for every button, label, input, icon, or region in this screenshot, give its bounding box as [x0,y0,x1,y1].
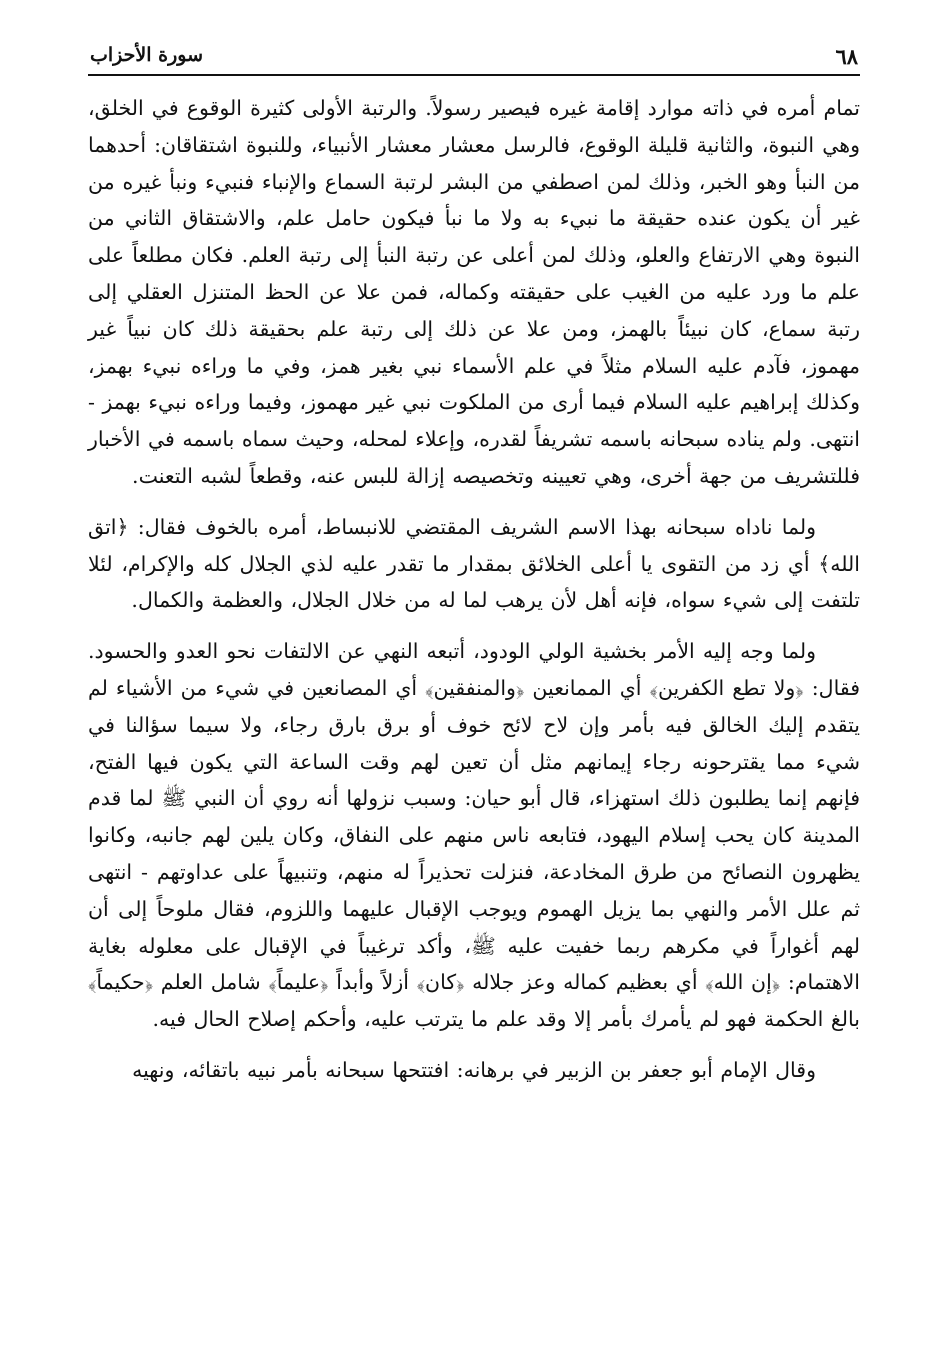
surah-title: سورة الأحزاب [90,44,203,66]
page-header [88,40,860,76]
paragraph-disbelievers: ولما وجه إليه الأمر بخشية الولي الودود، أتبعه النهي عن الالتفات نحو العدو والحسود. فقال: ﴿ولا تطع الكفرين﴾ أي الممانعين ﴿والمنفقين﴾ أي المصانعين في شيء من الأشياء لم يتقدم إليك الخالق فيه بأمر وإن لاح لائح خوف أو برق بارق رجاء، ولا سيما سؤالنا في شيء مما يقترحونه رجاء إيمانهم مثل أن تعين لهم وقت الساعة التي يكون فيها الفتح، فإنهم إنما يطلبون ذلك استهزاء، قال أبو حيان: وسبب نزولها أنه روي أن النبي ﷺ لما قدم المدينة كان يحب إسلام اليهود، فتابعه ناس منهم على النفاق، وكان يلين لهم جانبه، وكانوا يظهرون النصائح من طرق المخادعة، فنزلت تحذيراً له منهم، وتنبيهاً على عداوتهم - انتهى ثم علل الأمر والنهي بما يزيل الهموم ويوجب الإقبال عليهما واللزوم، فقال ملوحاً إلى أن لهم أغواراً في مكرهم ربما خفيت عليه ﷺ، وأكد ترغيباً في الإقبال على معلوله بغاية الاهتمام: ﴿إن الله﴾ أي بعظيم كماله وعز جلاله ﴿كان﴾ أزلاً وأبداً ﴿عليماً﴾ شامل العلم ﴿حكيماً﴾ بالغ الحكمة فهو لم يأمرك بأمر إلا وقد علم ما يترتب عليه، وأحكم إصلاح الحال فيه. [88,639,860,1032]
paragraph-prophethood: تمام أمره في ذاته موارد إقامة غيره فيصير رسولاً. والرتبة الأولى كثيرة الوقوع في الخلق، وهي النبوة، والثانية قليلة الوقوع، فالرسل معشار معشار الأنبياء، وللنبوة اشتقاقان: أحدهما من النبأ وهو الخبر، وذلك لمن اصطفي من البشر لرتبة السماع والإنباء فنبيء ونبأ غيره من غير أن يكون عنده حقيقة ما نبيء به ولا ما نبأ فيكون حامل علم، والاشتقاق الثاني من النبوة وهي الارتفاع والعلو، وذلك لمن أعلى عن رتبة النبأ إلى رتبة العلم. فكان مطلعاً على علم ما ورد عليه من الغيب على حقيقته وكماله، فمن علا عن الحظ المتنزل العقلي إلى رتبة سماع، كان نبيئاً بالهمز، ومن علا عن ذلك إلى رتبة علم بحقيقة ذلك كان نبياً غير مهموز، فآدم عليه السلام مثلاً في علم الأسماء نبي بغير همز، وفي ما وراءه نبيء بهمز، وكذلك إبراهيم عليه السلام فيما أرى من الملكوت نبي غير مهموز، وفيما وراءه نبيء بهمز - انتهى. ولم يناده سبحانه باسمه تشريفاً لقدره، وإعلاء لمحله، وحيث سماه باسمه في الأخبار فللتشريف من جهة أخرى، وهي تعيينه وتخصيصه إزالة للبس عنه، وقطعاً لشبه التعنت. [88,96,860,488]
page-number: ٦٨ [835,44,858,69]
paragraph-taqwa: ولما ناداه سبحانه بهذا الاسم الشريف المقتضي للانبساط، أمره بالخوف فقال: ﴿اتق الله﴾ أي زد من التقوى يا أعلى الخلائق بمقدار ما تقدر عليه لذي الجلال كله والإكرام، لئلا تلتفت إلى شيء سواه، فإنه أهل لأن يرهب لما له من خلال الجلال، والعظمة والكمال. [88,514,860,613]
paragraph-ibn-zubayr: وقال الإمام أبو جعفر بن الزبير في برهانه: افتتحها سبحانه بأمر نبيه باتقائه، ونهيه [132,1057,816,1082]
